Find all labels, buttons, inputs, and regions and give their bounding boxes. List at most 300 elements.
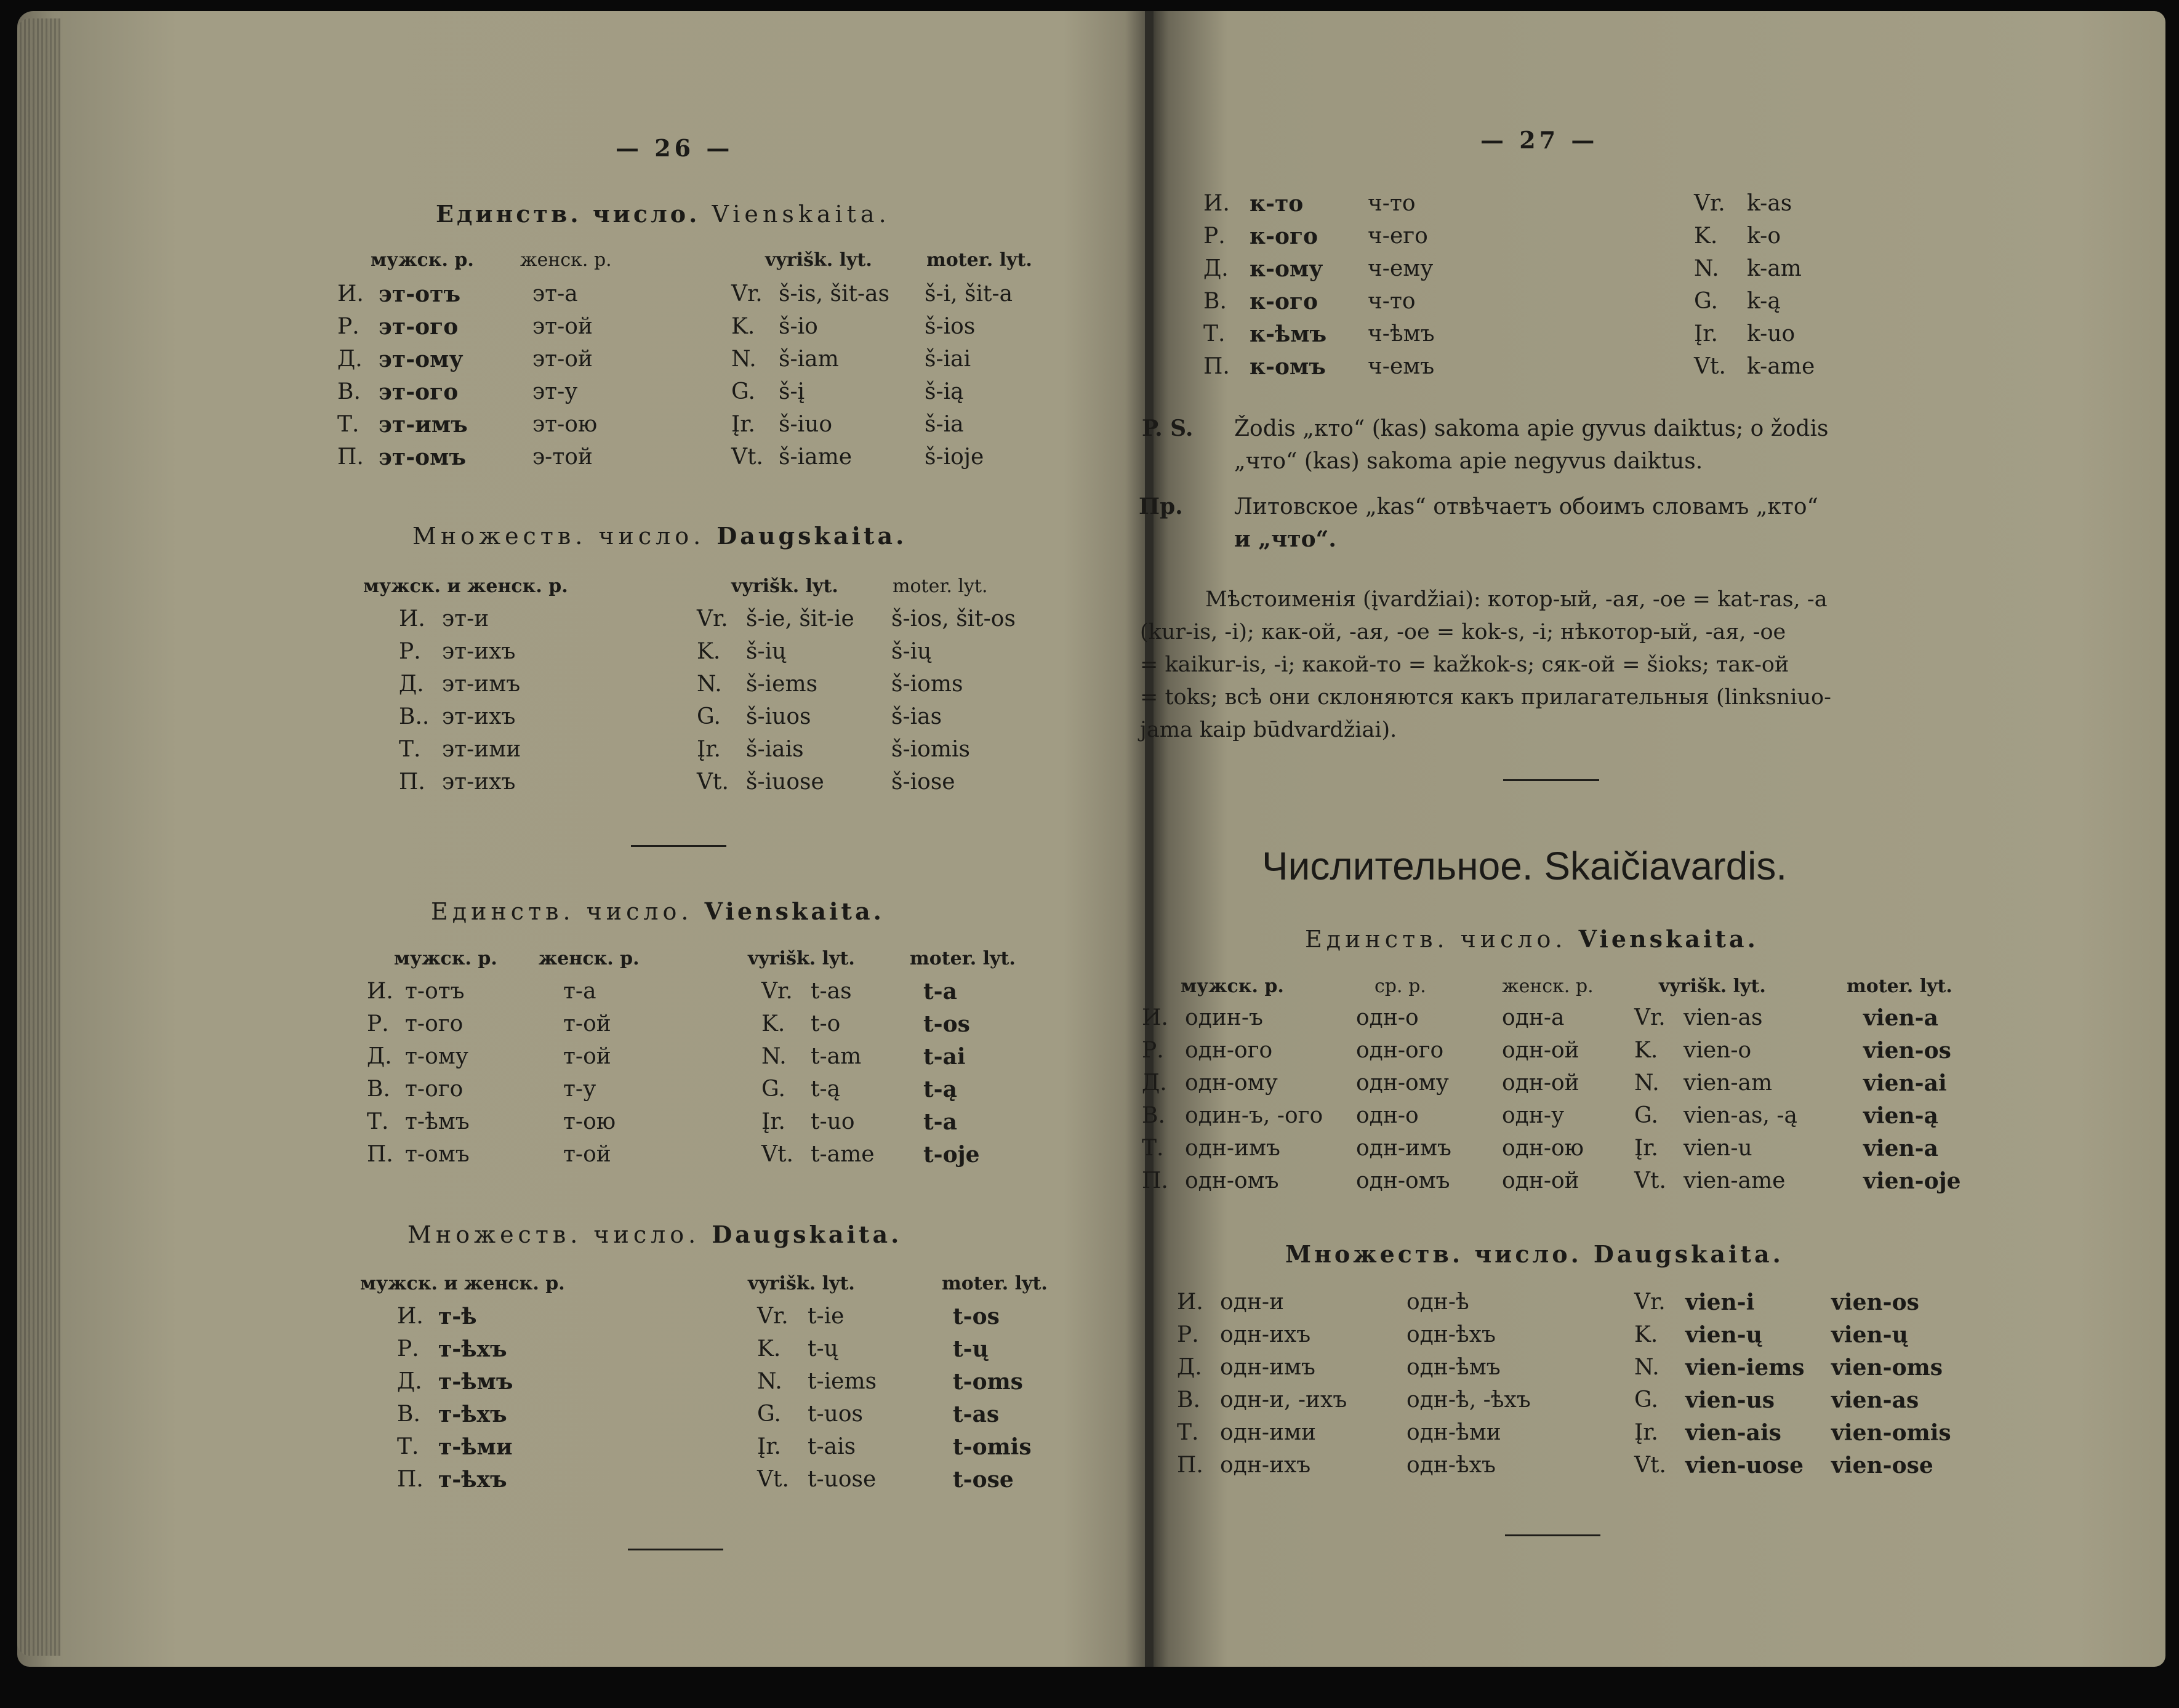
case-label-lt: K. [1634, 1322, 1658, 1347]
moter-form: š-i, šit-a [925, 281, 1013, 307]
left-page-number: — 26 — [616, 134, 734, 162]
neut-form: одн-ѣхъ [1407, 1453, 1496, 1478]
neut-form: одн-ѣ [1407, 1289, 1469, 1315]
case-label: И. [367, 979, 393, 1004]
table-row [0, 354, 2154, 387]
vyrisk-form: vien-as, -ą [1683, 1103, 1797, 1128]
vyrisk-form: š-į [779, 379, 805, 404]
table-row [0, 1070, 2154, 1103]
what-form: ч-емъ [1368, 354, 1435, 379]
case-label: И. [1142, 1005, 1168, 1030]
fem-form: эт-ой [532, 314, 593, 339]
case-label: В. [337, 379, 361, 404]
header-neut: ср. р. [1374, 976, 1426, 997]
masc-form: т-ого [405, 1011, 463, 1036]
case-label: Д. [1203, 256, 1229, 281]
table-row [0, 769, 1126, 802]
pr-note-text [1234, 491, 1818, 556]
header-moter: moter. lyt. [1847, 976, 1952, 997]
vyrisk-form: vien-ais [1685, 1420, 1781, 1446]
section-label-lt: Daugskaita. [716, 522, 907, 550]
section-plural-heading [407, 1221, 902, 1248]
case-label-lt: K. [731, 314, 755, 339]
table-row [0, 1420, 2154, 1453]
header-vyrisk: vyrišk. lyt. [765, 249, 872, 271]
header-fem: женск. р. [1502, 976, 1594, 997]
masc-fem-form: эт-и [442, 606, 489, 631]
case-label: Д. [399, 672, 424, 697]
case-label-lt: G. [731, 379, 755, 404]
moter-form: vien-a [1863, 1005, 1938, 1031]
moter-form: t-a [923, 979, 957, 1004]
table-row [0, 444, 1126, 477]
case-label: Т. [1177, 1420, 1199, 1445]
moter-form: t-ų [953, 1336, 989, 1362]
masc-fem-form: эт-ихъ [442, 769, 516, 795]
who-form: к-ому [1250, 256, 1323, 282]
case-label: В.. [399, 704, 430, 729]
vyrisk-form: t-as [811, 979, 852, 1004]
neut-form: одн-о [1356, 1005, 1419, 1030]
case-label-lt: G. [697, 704, 721, 729]
kas-form: k-am [1747, 256, 1802, 281]
pr-note [1139, 491, 1183, 523]
masc-fem-form: т-ѣмъ [438, 1369, 513, 1395]
moter-form: š-iomis [891, 737, 970, 762]
pronoun-paragraph [1140, 583, 1831, 747]
case-label-lt: Vt. [697, 769, 729, 795]
who-form: к-омъ [1250, 354, 1326, 380]
case-label-lt: Vt. [1634, 1168, 1666, 1193]
table-row [0, 1005, 2154, 1038]
case-label-lt: Įr. [761, 1109, 785, 1134]
case-label: Р. [1203, 223, 1226, 249]
header-masc: мужск. р. [1181, 976, 1284, 997]
moter-form: t-oms [953, 1369, 1023, 1395]
fem-form: т-ою [563, 1109, 616, 1134]
masc-form: одн-имъ [1185, 1136, 1280, 1161]
what-form: ч-то [1368, 191, 1416, 216]
case-label-lt: K. [1634, 1038, 1658, 1063]
case-label: Р. [1177, 1322, 1199, 1347]
case-label: Д. [337, 347, 363, 372]
case-label-lt: Vr. [1694, 191, 1725, 216]
case-label: П. [1177, 1453, 1203, 1478]
header-fem: женск. р. [539, 948, 640, 969]
case-label-lt: Įr. [757, 1434, 781, 1459]
case-label-lt: N. [761, 1044, 787, 1069]
paragraph-line: (kur-is, -i); как-ой, -ая, -ое = kok-s, -i; нѣкотор-ый, -ая, -ое [1140, 620, 1786, 644]
neut-form: одн-ѣмъ [1407, 1355, 1501, 1380]
moter-form: t-ose [953, 1467, 1014, 1493]
case-label-lt: Vr. [761, 979, 793, 1004]
header-vyrisk: vyrišk. lyt. [1659, 976, 1766, 997]
vyrisk-form: t-iems [808, 1369, 877, 1394]
masc-form: эт-ого [379, 314, 459, 340]
vyrisk-form: t-uose [808, 1467, 877, 1492]
section-label-lt: Vienskaita. [712, 201, 891, 228]
moter-form: š-ias [891, 704, 942, 729]
moter-form: vien-as [1831, 1387, 1919, 1413]
fem-form: эт-у [532, 379, 578, 404]
header-vyrisk: vyrišk. lyt. [748, 1273, 855, 1294]
table-row [0, 639, 1126, 672]
vyrisk-form: š-iam [779, 347, 839, 372]
masc-fem-form: одн-и, -ихъ [1220, 1387, 1347, 1413]
case-label: Т. [397, 1434, 419, 1459]
who-form: к-ого [1250, 289, 1318, 315]
case-label-lt: K. [761, 1011, 785, 1036]
vyrisk-form: š-iame [779, 444, 853, 470]
case-label: Т. [337, 412, 359, 437]
moter-form: š-ioms [891, 672, 963, 697]
declension-table [0, 1289, 2154, 1485]
vyrisk-form: vien-u [1683, 1136, 1752, 1161]
table-row [0, 1038, 2154, 1070]
moter-form: vien-ą [1863, 1103, 1938, 1129]
masc-fem-form: одн-и [1220, 1289, 1284, 1315]
moter-form: t-a [923, 1109, 957, 1135]
right-page-number: — 27 — [1480, 126, 1599, 154]
masc-form: эт-ому [379, 347, 463, 372]
table-row [0, 321, 2154, 354]
case-label: П. [1142, 1168, 1168, 1193]
case-label-lt: N. [1694, 256, 1719, 281]
fem-form: одн-ой [1502, 1168, 1579, 1193]
neut-form: одн-ого [1356, 1038, 1444, 1063]
table-row [0, 1103, 2154, 1136]
case-label-lt: Įr. [697, 737, 721, 762]
vyrisk-form: t-ame [811, 1142, 875, 1167]
vyrisk-form: t-uo [811, 1109, 855, 1134]
vyrisk-form: š-is, šit-as [779, 281, 890, 307]
table-row [0, 1387, 2154, 1420]
masc-fem-form: одн-имъ [1220, 1355, 1315, 1380]
fem-form: одн-ою [1502, 1136, 1584, 1161]
case-label: Р. [397, 1336, 419, 1361]
masc-form: одн-ому [1185, 1070, 1278, 1096]
section-label-ru: Единств. число. [1305, 926, 1567, 953]
table-row [0, 1355, 2154, 1387]
case-label-lt: K. [757, 1336, 781, 1361]
header-masc-fem: мужск. и женск. р. [363, 575, 568, 597]
header-fem: женск. р. [520, 249, 612, 271]
case-label: В. [1177, 1387, 1200, 1413]
case-label-lt: G. [761, 1077, 785, 1102]
ps-line: Žodis „кто“ (kas) sakoma apie gyvus daiktus; o žodis [1234, 416, 1829, 441]
table-row [0, 256, 2154, 289]
paragraph-line: = toks; всѣ они склоняются какъ прилагательныя (linksniuo- [1140, 685, 1831, 710]
case-label-lt: Įr. [1694, 321, 1718, 347]
neut-form: одн-ѣми [1407, 1420, 1501, 1445]
vyrisk-form: t-uos [808, 1401, 863, 1427]
pr-line: Литовское „kas“ отвѣчаетъ обоимъ словамъ „кто“ [1234, 494, 1818, 519]
section-label-ru: Множеств. число. [1285, 1240, 1582, 1268]
what-form: ч-ему [1368, 256, 1434, 281]
header-moter: moter. lyt. [942, 1273, 1048, 1294]
case-label: П. [1203, 354, 1230, 379]
table-row [0, 1289, 2154, 1322]
moter-form: vien-oms [1831, 1355, 1943, 1381]
declension-table [0, 1005, 2154, 1201]
what-form: ч-его [1368, 223, 1428, 249]
case-label: В. [1203, 289, 1227, 314]
section-singular-heading [431, 897, 885, 925]
case-label: П. [337, 444, 364, 470]
fem-form: одн-а [1502, 1005, 1565, 1030]
masc-form: т-ѣмъ [405, 1109, 470, 1134]
moter-form: š-iose [891, 769, 955, 795]
section-label-lt: Vienskaita. [1578, 925, 1759, 953]
vyrisk-form: š-iais [746, 737, 804, 762]
case-label: Р. [399, 639, 421, 664]
moter-form: š-iai [925, 347, 971, 372]
what-form: ч-то [1368, 289, 1416, 314]
vyrisk-form: vien-o [1683, 1038, 1752, 1063]
case-label: П. [397, 1467, 423, 1492]
vyrisk-form: š-io [779, 314, 818, 339]
vyrisk-form: vien-i [1685, 1289, 1755, 1315]
paragraph-line: Мѣстоименія (įvardžiai): котор-ый, -ая, -ое = kat-ras, -a [1205, 587, 1828, 612]
vyrisk-form: t-am [811, 1044, 862, 1069]
fem-form: эт-ою [532, 412, 598, 437]
case-label-lt: N. [757, 1369, 782, 1394]
divider [631, 845, 726, 847]
masc-fem-form: эт-имъ [442, 672, 521, 697]
table-row [0, 191, 2154, 223]
fem-form: эт-ой [532, 347, 593, 372]
case-label: И. [1203, 191, 1230, 216]
moter-form: vien-a [1863, 1136, 1938, 1161]
vyrisk-form: vien-uose [1685, 1453, 1804, 1478]
case-label-lt: Vr. [1634, 1289, 1666, 1315]
ps-note [1142, 412, 1193, 445]
ps-line: „что“ (kas) sakoma apie negyvus daiktus. [1234, 449, 1703, 474]
header-masc-fem: мужск. и женск. р. [360, 1273, 565, 1294]
paragraph-line: = kaikur-is, -i; какой-то = kažkok-s; сяк-ой = šioks; так-ой [1140, 652, 1789, 677]
kas-form: k-ą [1747, 289, 1781, 314]
masc-form: т-ого [405, 1077, 463, 1102]
case-label-lt: Įr. [1634, 1136, 1658, 1161]
masc-fem-form: т-ѣхъ [438, 1336, 507, 1362]
table-row [0, 1322, 2154, 1355]
vyrisk-form: vien-ų [1685, 1322, 1762, 1348]
case-label: П. [399, 769, 425, 795]
case-label: В. [367, 1077, 390, 1102]
fem-form: одн-у [1502, 1103, 1565, 1128]
section-singular-heading [1305, 925, 1759, 953]
header-moter: moter. lyt. [926, 249, 1032, 271]
case-label-lt: G. [1634, 1103, 1658, 1128]
section-label-ru: Множеств. число. [407, 1221, 700, 1248]
who-form: к-то [1250, 191, 1304, 217]
masc-form: т-ому [405, 1044, 468, 1069]
moter-form: š-ia [925, 412, 964, 437]
table-row [0, 704, 1126, 737]
case-label-lt: N. [697, 672, 722, 697]
divider [1505, 1534, 1600, 1536]
neut-form: одн-ѣ, -ѣхъ [1407, 1387, 1531, 1413]
vyrisk-form: š-iuos [746, 704, 811, 729]
kas-form: k-as [1747, 191, 1792, 216]
masc-fem-form: т-ѣхъ [438, 1401, 507, 1427]
case-label-lt: Vt. [1634, 1453, 1666, 1478]
fem-form: т-ой [563, 1142, 611, 1167]
case-label-lt: K. [697, 639, 721, 664]
table-row [0, 289, 2154, 321]
vyrisk-form: vien-as [1683, 1005, 1763, 1030]
who-form: к-ѣмъ [1250, 321, 1327, 347]
vyrisk-form: š-iems [746, 672, 818, 697]
vyrisk-form: š-ių [746, 639, 787, 664]
masc-form: одн-омъ [1185, 1168, 1279, 1193]
masc-fem-form: т-ѣми [438, 1434, 513, 1460]
vyrisk-form: t-ie [808, 1304, 845, 1329]
vyrisk-form: vien-iems [1685, 1355, 1805, 1381]
case-label: П. [367, 1142, 393, 1167]
masc-form: один-ъ, -ого [1185, 1103, 1323, 1128]
case-label-lt: Vt. [1694, 354, 1726, 379]
fem-form: э-той [532, 444, 593, 470]
vyrisk-form: t-ų [808, 1336, 838, 1361]
case-label-lt: G. [757, 1401, 781, 1427]
vyrisk-form: t-ais [808, 1434, 856, 1459]
moter-form: vien-oje [1863, 1168, 1961, 1194]
divider [1503, 779, 1599, 781]
table-row [0, 672, 1126, 704]
case-label: И. [1177, 1289, 1203, 1315]
moter-form: vien-omis [1831, 1420, 1951, 1446]
case-label: И. [399, 606, 425, 631]
masc-form: т-омъ [405, 1142, 470, 1167]
neut-form: одн-ому [1356, 1070, 1449, 1096]
masc-form: эт-имъ [379, 412, 468, 438]
case-label-lt: Vt. [761, 1142, 793, 1167]
case-label-lt: Vr. [697, 606, 728, 631]
table-row [0, 737, 1126, 769]
moter-form: š-ios [925, 314, 976, 339]
table-row [0, 1453, 2154, 1485]
table-row [0, 1168, 2154, 1201]
header-vyrisk: vyrišk. lyt. [748, 948, 855, 969]
header-moter: moter. lyt. [893, 575, 988, 597]
moter-form: t-omis [953, 1434, 1032, 1460]
section-plural-heading [1285, 1240, 1784, 1268]
case-label: Т. [367, 1109, 389, 1134]
moter-form: š-ioje [925, 444, 984, 470]
case-label: Т. [1203, 321, 1226, 347]
masc-form: эт-ого [379, 379, 459, 405]
case-label: Т. [399, 737, 421, 762]
fem-form: т-у [563, 1077, 596, 1102]
masc-fem-form: т-ѣ [438, 1304, 477, 1329]
header-masc: мужск. р. [394, 948, 497, 969]
masc-fem-form: одн-ими [1220, 1420, 1316, 1445]
case-label: И. [337, 281, 364, 307]
moter-form: vien-ų [1831, 1322, 1908, 1348]
header-vyrisk: vyrišk. lyt. [731, 575, 838, 597]
section-label-lt: Vienskaita. [704, 897, 885, 925]
case-label: В. [1142, 1103, 1165, 1128]
masc-fem-form: т-ѣхъ [438, 1467, 507, 1493]
pr-label: Пр. [1139, 494, 1183, 519]
kas-form: k-o [1747, 223, 1781, 249]
fem-form: т-ой [563, 1044, 611, 1069]
masc-fem-form: эт-ихъ [442, 639, 516, 664]
section-label-ru: Единств. число. [431, 898, 693, 925]
paragraph-line: jama kaip būdvardžiai). [1140, 718, 1397, 742]
section-label-ru: Единств. число. [436, 200, 700, 228]
vyrisk-form: t-o [811, 1011, 841, 1036]
case-label-lt: G. [1634, 1387, 1658, 1413]
moter-form: vien-os [1863, 1038, 1951, 1064]
neut-form: одн-имъ [1356, 1136, 1451, 1161]
case-label: Д. [1142, 1070, 1167, 1096]
masc-fem-form: эт-ихъ [442, 704, 516, 729]
case-label-lt: N. [1634, 1355, 1659, 1380]
moter-form: š-ios, šit-os [891, 606, 1016, 631]
moter-form: t-os [923, 1011, 970, 1037]
case-label-lt: Įr. [731, 412, 755, 437]
vyrisk-form: vien-am [1683, 1070, 1773, 1096]
masc-form: одн-ого [1185, 1038, 1273, 1063]
vyrisk-form: š-iuose [746, 769, 824, 795]
header-moter: moter. lyt. [910, 948, 1016, 969]
case-label-lt: K. [1694, 223, 1718, 249]
ps-note-text [1234, 412, 1828, 478]
case-label-lt: G. [1694, 289, 1718, 314]
case-label-lt: N. [731, 347, 756, 372]
case-label: Д. [1177, 1355, 1202, 1380]
neut-form: одн-о [1356, 1103, 1419, 1128]
vyrisk-form: š-ie, šit-ie [746, 606, 854, 631]
masc-fem-form: эт-ими [442, 737, 521, 762]
table-row [0, 1136, 2154, 1168]
fem-form: эт-а [532, 281, 578, 307]
case-label: И. [397, 1304, 423, 1329]
case-label: Р. [367, 1011, 389, 1036]
what-form: ч-ѣмъ [1368, 321, 1435, 347]
case-label-lt: Vt. [757, 1467, 789, 1492]
section-label-lt: Daugskaita. [1593, 1240, 1784, 1268]
masc-fem-form: одн-ихъ [1220, 1322, 1311, 1347]
fem-form: одн-ой [1502, 1038, 1579, 1063]
declension-table [0, 606, 1126, 802]
neut-form: одн-ѣхъ [1407, 1322, 1496, 1347]
case-label-lt: Vr. [757, 1304, 789, 1329]
moter-form: t-ą [923, 1077, 957, 1102]
moter-form: vien-ose [1831, 1453, 1933, 1478]
neut-form: одн-омъ [1356, 1168, 1450, 1193]
who-form: к-ого [1250, 223, 1318, 249]
vyrisk-form: vien-ame [1683, 1168, 1786, 1193]
case-label-lt: Vt. [731, 444, 763, 470]
masc-form: эт-омъ [379, 444, 467, 470]
table-row [0, 606, 1126, 639]
moter-form: vien-ai [1863, 1070, 1947, 1096]
masc-form: эт-отъ [379, 281, 461, 307]
moter-form: t-oje [923, 1142, 980, 1168]
fem-form: т-ой [563, 1011, 611, 1036]
divider [628, 1549, 723, 1550]
moter-form: š-ių [891, 639, 932, 664]
masc-form: т-отъ [405, 979, 465, 1004]
declension-table [0, 191, 2154, 387]
section-label-ru: Множеств. число. [412, 523, 705, 550]
vyrisk-form: vien-us [1685, 1387, 1775, 1413]
vyrisk-form: t-ą [811, 1077, 841, 1102]
kas-form: k-ame [1747, 354, 1815, 379]
